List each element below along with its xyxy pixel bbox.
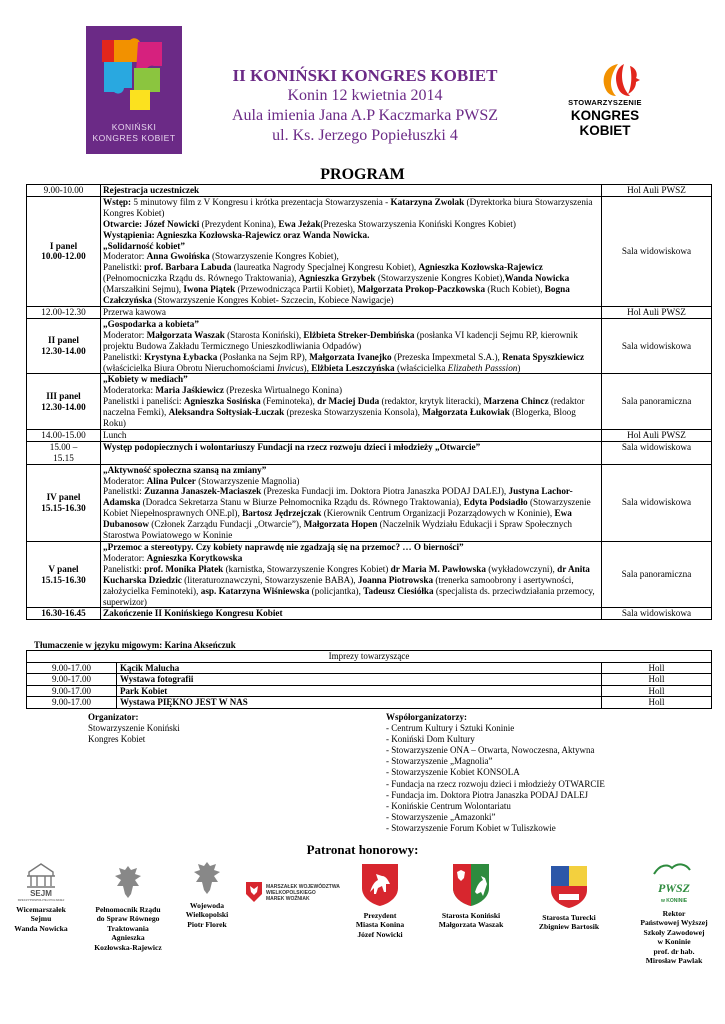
schedule-place: Hol Auli PWSZ	[602, 306, 712, 318]
marshal-logo-text: MARSZAŁEK WOJEWÓDZTWA	[266, 884, 340, 890]
schedule-place: Hol Auli PWSZ	[602, 429, 712, 441]
schedule-table	[26, 184, 712, 620]
patron-caption-line: Józef Nowicki	[357, 929, 403, 939]
sejm-logo-icon	[17, 858, 65, 902]
sejm-logo-subtext: RZECZYPOSPOLITEJ POLSKIEJ	[17, 898, 65, 902]
event-venue: Aula imienia Jana A.P Kaczmarka PWSZ	[232, 107, 498, 124]
side-event-place: Holl	[602, 697, 712, 709]
konin-coat-of-arms-icon	[360, 862, 400, 908]
schedule-description: Przerwa kawowa	[101, 306, 602, 318]
kongres-logo-right	[546, 62, 664, 138]
patron-caption-line: Zbigniew Bartosik	[538, 922, 600, 932]
schedule-place: Sala widowiskowa	[602, 196, 712, 306]
coorganizer-item: - Stowarzyszenie Kobiet KONSOLA	[386, 767, 520, 778]
patron-caption-line: Starosta Koniński	[441, 911, 501, 920]
schedule-time: II panel 12.30-14.00	[27, 318, 101, 374]
side-event-name: Kącik Malucha	[117, 662, 602, 674]
schedule-row	[27, 441, 712, 464]
side-events-table	[26, 650, 712, 709]
side-event-time: 9.00-17.00	[27, 685, 117, 697]
side-event-name: Wystawa fotografii	[117, 674, 602, 686]
schedule-row	[27, 542, 712, 608]
schedule-place: Sala widowiskowa	[602, 608, 712, 620]
coorganizers-block	[386, 712, 605, 834]
schedule-time: V panel 15.15-16.30	[27, 542, 101, 608]
schedule-description: „Gospodarka a kobieta” Moderator: Małgorzata Waszak (Starosta Koniński), Elżbieta Streker-Dembińska (posłanka VI kadencji Sejmu RP, kierownik projektu Budowa Zakładu Termicznego Unieszkodliwiania Odpadów) Panelistki: Krystyna Łybacka (Posłanka na Sejm RP), Małgorzata Ivanejko (Prezeska Impexmetal S.A.), Renata Spyszkiewicz (właścicielka Biura Obrotu Nieruchomościami Invicus), Elżbieta Leszczyńska (właścicielka Elizabeth Passsion)	[101, 318, 602, 374]
patron-caption-line: Wielkopolski	[185, 910, 229, 920]
side-event-row	[27, 685, 712, 697]
patron-caption-line: Kozłowska-Rajewicz	[94, 942, 162, 952]
patron-caption-line: w Koninie	[657, 937, 691, 947]
patron-caption-line: Traktowania	[107, 923, 149, 933]
coorganizer-item: - Stowarzyszenie ONA – Otwarta, Nowoczesna, Aktywna	[386, 745, 595, 756]
schedule-description: Rejestracja uczestniczek	[101, 185, 602, 197]
coorganizer-item: - Fundacja na rzecz rozwoju dzieci i młodzieży OTWARCIE	[386, 778, 605, 789]
schedule-row	[27, 608, 712, 620]
side-events-header: Imprezy towarzyszące	[27, 651, 712, 663]
patron-marshal	[244, 880, 344, 907]
wielkopolska-marshal-logo-icon	[244, 880, 344, 904]
schedule-place: Sala panoramiczna	[602, 542, 712, 608]
schedule-row	[27, 196, 712, 306]
side-event-row	[27, 697, 712, 709]
patron-caption-line: Piotr Florek	[187, 919, 227, 929]
organizer-line: Kongres Kobiet	[88, 734, 146, 744]
schedule-time: 9.00-10.00	[27, 185, 101, 197]
schedule-description: Wstęp: 5 minutowy film z V Kongresu i krótka prezentacja Stowarzyszenia - Katarzyna Zwolak (Dyrektorka biura Stowarzyszenia Kongres Kobiet) Otwarcie: Józef Nowicki (Prezydent Konina), Ewa Jeżak(Prezeska Stowarzyszenia Koniński Kongres Kobiet) Wystąpienia: Agnieszka Kozłowska-Rajewicz oraz Wanda Nowicka. „Solidarność kobiet” Moderator: Anna Gwoińska (Stowarzyszenie Kongres Kobiet), Panelistki: prof. Barbara Labuda (laureatka Nagrody Specjalnej Kongresu Kobiet), Agnieszka Kozłowska-Rajewicz (Pełnomocniczka Rządu ds. Równego Traktowania), Agnieszka Grzybek (Stowarzyszenie Kongres Kobiet),Wanda Nowicka (Marszałkini Sejmu), Iwona Piątek (Przewodnicząca Partii Kobiet), Małgorzata Prokop-Paczkowska (Ruch Kobiet), Bogna Czałczyńska (Stowarzyszenie Kongres Kobiet- Szczecin, Kobiece Nawigacje)	[101, 196, 602, 306]
patron-caption-line: Prezydent	[363, 911, 397, 920]
side-event-time: 9.00-17.00	[27, 697, 117, 709]
coorganizer-item: - Centrum Kultury i Sztuki Koninie	[386, 723, 515, 734]
patron-caption-line: Rektor	[662, 909, 686, 918]
patron-pwsz-rector	[628, 862, 720, 965]
patron-voivode	[174, 858, 240, 929]
coorganizer-item: - Stowarzyszenie Forum Kobiet w Tuliszkowie	[386, 822, 556, 833]
side-event-name: Park Kobiet	[117, 685, 602, 697]
coorganizer-item: - Konińskie Centrum Wolontariatu	[386, 800, 511, 811]
patron-caption-line: Pełnomocnik Rządu	[95, 905, 161, 914]
coorganizer-item: - Stowarzyszenie „Magnolia”	[386, 756, 493, 767]
logo-right-line2: KONGRES KOBIET	[570, 108, 640, 138]
logo-right-line1: STOWARZYSZENIE	[568, 98, 642, 107]
side-event-row	[27, 662, 712, 674]
schedule-time: 16.30-16.45	[27, 608, 101, 620]
patronat-heading: Patronat honorowy:	[306, 842, 419, 857]
patron-caption-line: Starosta Turecki	[542, 913, 596, 922]
schedule-place: Sala panoramiczna	[602, 374, 712, 430]
schedule-description: „Przemoc a stereotypy. Czy kobiety naprawdę nie zgadzają się na przemoc? … O bierności” Moderator: Agnieszka Korytkowska Panelistki: prof. Monika Płatek (karnistka, Stowarzyszenie Kongres Kobiet) dr Maria M. Pawłowska (wykładowczyni), dr Anita Kucharska Dziedzic (literaturoznawczyni, Stowarzyszenie BABA), Joanna Piotrowska (trenerka samoobrony i asertywności, założycielka Feminoteki), asp. Katarzyna Wiśniewska (policjantka), Tadeusz Ciesiółka (specjalista ds. przeciwdziałania przemocy, superwizor)	[101, 542, 602, 608]
side-event-name: Wystawa PIĘKNO JEST W NAS	[117, 697, 602, 709]
schedule-time: 15.00 – 15.15	[27, 441, 101, 464]
coorganizer-item: - Koniński Dom Kultury	[386, 734, 475, 745]
sign-language-note: Tłumaczenie w języku migowym: Karina Akseńczuk	[34, 640, 236, 650]
puzzle-icon	[94, 32, 174, 114]
patron-turek-starost	[526, 864, 612, 932]
schedule-description: Zakończenie II Konińskiego Kongresu Kobiet	[101, 608, 602, 620]
patron-caption-line: Państwowej Wyższej	[640, 918, 708, 928]
patron-caption-line: Wanda Nowicka	[14, 923, 68, 933]
patron-caption-line: Agnieszka	[111, 933, 145, 943]
event-title: II KONIŃSKI KONGRES KOBIET	[232, 66, 498, 85]
schedule-time: 12.00-12.30	[27, 306, 101, 318]
schedule-place: Sala widowiskowa	[602, 318, 712, 374]
organizer-line: Stowarzyszenie Koniński	[88, 723, 180, 733]
schedule-row	[27, 429, 712, 441]
schedule-row	[27, 306, 712, 318]
patron-caption-line: Sejmu	[30, 914, 52, 924]
turek-county-coat-of-arms-icon	[549, 864, 589, 910]
side-event-time: 9.00-17.00	[27, 674, 117, 686]
coorganizer-item: - Fundacja im. Doktora Piotra Janaszka PODAJ DALEJ	[386, 789, 588, 800]
marshal-logo-text: MAREK WOŹNIAK	[266, 896, 310, 902]
schedule-time: I panel 10.00-12.00	[27, 196, 101, 306]
patron-caption-line: Małgorzata Waszak	[438, 920, 504, 930]
coorganizer-item: - Stowarzyszenie „Amazonki”	[386, 811, 496, 822]
schedule-row	[27, 185, 712, 197]
side-events-header-row	[27, 651, 712, 663]
schedule-place: Hol Auli PWSZ	[602, 185, 712, 197]
polish-eagle-icon	[190, 858, 224, 898]
schedule-time: IV panel 15.15-16.30	[27, 464, 101, 541]
schedule-time: III panel 12.30-14.00	[27, 374, 101, 430]
profile-faces-icon	[546, 62, 664, 98]
schedule-description: „Aktywność społeczna szansą na zmiany” Moderator: Alina Pulcer (Stowarzyszenie Magnolia) Panelistki: Zuzanna Janaszek-Maciaszek (Prezeska Fundacji im. Doktora Piotra Janaszka PODAJ DALEJ), Justyna Lachor-Adamska (Doradca Sekretarza Stanu w Biurze Pełnomocnika Rządu ds. Równego Traktowania), Edyta Podsiadło (Stowarzyszenie Kobiet Niepełnosprawnych ONE.pl), Bartosz Jędrzejczak (Kierownik Centrum Organizacji Pozarządowych w Koninie), Ewa Dubanosow (Członek Zarządu Fundacji „Otwarcie”), Małgorzata Hopen (Naczelnik Wydziału Edukacji i Spraw Społecznych Starostwa Powiatowego w Koninie	[101, 464, 602, 541]
schedule-description: „Kobiety w mediach” Moderatorka: Maria Jaśkiewicz (Prezeska Wirtualnego Konina) Panelistki i paneliści: Agnieszka Sosińska (Feminoteka), dr Maciej Duda (redaktor, krytyk literacki), Marzena Chincz (redaktor naczelna Femki), Aleksandra Sołtysiak-Łuczak (prezeska Stowarzyszenia Konsola), Małgorzata Łukowiak (Blogerka, Bloog Roku)	[101, 374, 602, 430]
patron-caption-line: Miasta Konina	[355, 920, 405, 930]
patron-caption-line: prof. dr hab.	[653, 946, 695, 956]
side-event-place: Holl	[602, 685, 712, 697]
schedule-row	[27, 318, 712, 374]
kongres-logo-left	[86, 26, 182, 154]
patron-caption-line: do Spraw Równego	[96, 914, 160, 924]
event-title-block	[190, 66, 540, 146]
side-event-row	[27, 674, 712, 686]
sejm-logo-text: SEJM	[30, 889, 52, 898]
schedule-place: Sala widowiskowa	[602, 441, 712, 464]
polish-eagle-icon	[111, 862, 145, 902]
logo-left-line1: KONIŃSKI	[111, 122, 157, 132]
side-event-place: Holl	[602, 662, 712, 674]
patron-plenipotentiary	[86, 862, 170, 952]
organizer-label: Organizator:	[88, 712, 139, 722]
organizer-block	[88, 712, 180, 745]
schedule-description: Występ podopiecznych i wolontariuszy Fundacji na rzecz rozwoju dzieci i młodzieży „Otwarcie”	[101, 441, 602, 464]
patron-mayor	[348, 862, 412, 939]
schedule-description: Lunch	[101, 429, 602, 441]
patron-konin-starost	[424, 862, 518, 930]
side-event-place: Holl	[602, 674, 712, 686]
schedule-row	[27, 374, 712, 430]
patron-caption-line: Wojewoda	[189, 901, 225, 910]
event-date: Konin 12 kwietnia 2014	[287, 87, 443, 104]
patron-sejm	[10, 858, 72, 933]
schedule-row	[27, 464, 712, 541]
patron-caption-line: Mirosław Pawlak	[645, 956, 703, 966]
logo-left-line2: KONGRES KOBIET	[92, 133, 176, 143]
marshal-logo-text: WIELKOPOLSKIEGO	[266, 890, 316, 896]
patron-caption-line: Wicemarszałek	[16, 905, 66, 914]
konin-county-coat-of-arms-icon	[451, 862, 491, 908]
side-event-time: 9.00-17.00	[27, 662, 117, 674]
event-address: ul. Ks. Jerzego Popiełuszki 4	[272, 127, 458, 144]
schedule-time: 14.00-15.00	[27, 429, 101, 441]
pwsz-logo-text: PWSZ	[657, 881, 691, 895]
schedule-place: Sala widowiskowa	[602, 464, 712, 541]
coorganizers-label: Współorganizatorzy:	[386, 712, 467, 722]
pwsz-logo-subtext: w KONINIE	[660, 898, 688, 904]
patron-caption-line: Szkoły Zawodowej	[643, 927, 705, 937]
program-heading: PROGRAM	[320, 166, 405, 183]
pwsz-logo-icon	[644, 862, 704, 906]
